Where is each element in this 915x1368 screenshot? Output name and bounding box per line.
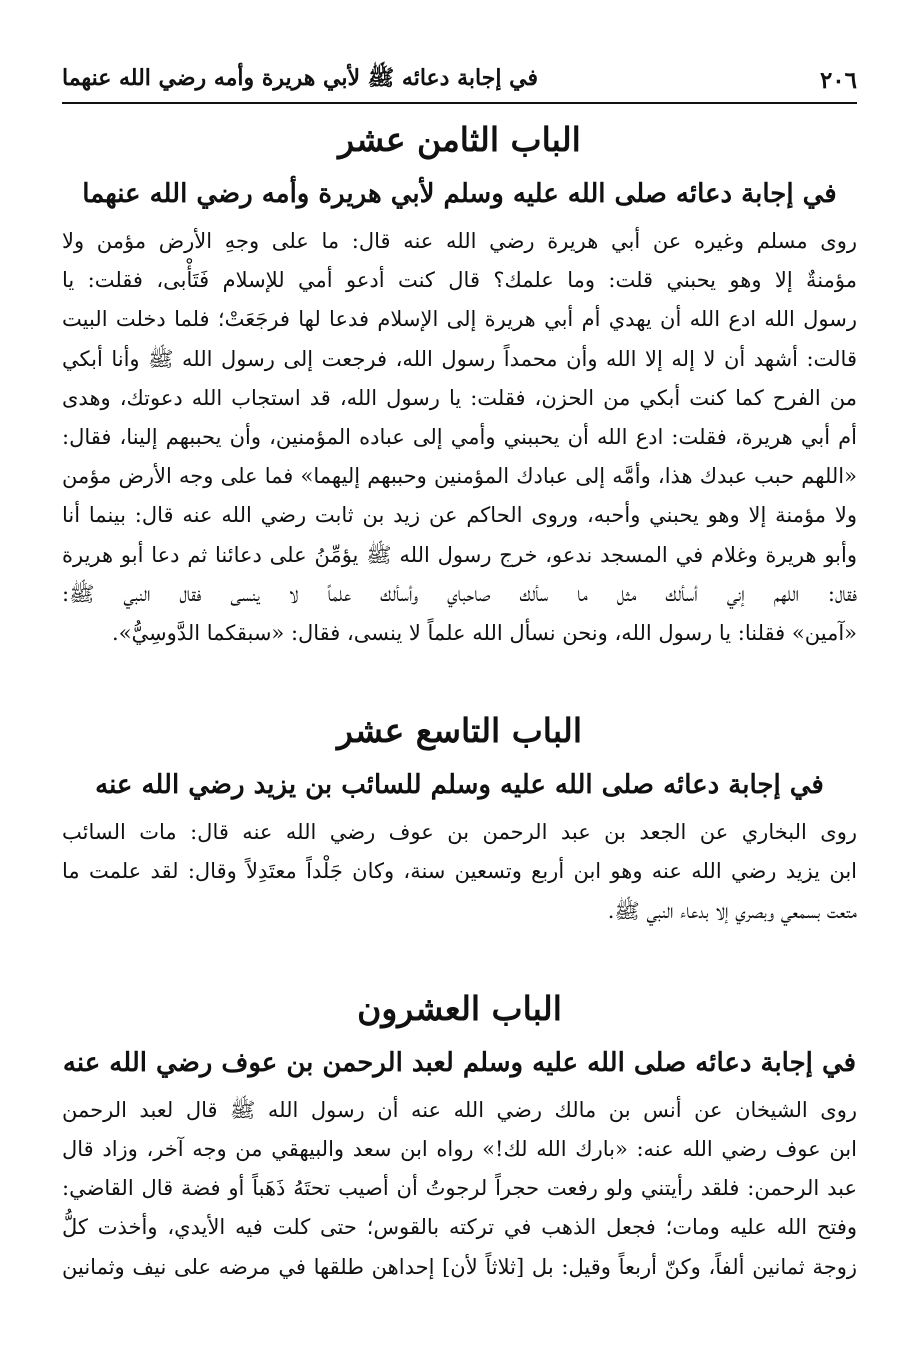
text-line: «اللهم حبب عبدك هذا، وأمَّه إلى عبادك المؤمنين وحببهم إليهما» فما على وجه الأرض مؤمن: [62, 464, 857, 489]
chapter-body: [62, 222, 857, 653]
text-line: قالت: أشهد أن لا إله إلا الله وأن محمداً رسول الله، فرجعت إلى رسول الله ﷺ وأنا أبكي: [62, 346, 857, 371]
section-gap: [62, 653, 857, 703]
text-line: وأبو هريرة وغلام في المسجد ندعو، خرج رسول الله ﷺ يؤمِّنُ على دعائنا ثم دعا أبو هريرة: [62, 542, 857, 567]
text-line: زوجة ثمانين ألفاً، وكنّ أربعاً وقيل: بل [ثلاثاً لأن] إحداهن طلقها في مرضه على نيف وثمانين: [62, 1254, 857, 1279]
running-header: [62, 58, 857, 104]
page-content: [62, 112, 857, 1287]
running-title: في إجابة دعائه ﷺ لأبي هريرة وأمه رضي الله عنهما: [62, 65, 538, 91]
text-line: رسول الله ادع الله أن يهدي أم أبي هريرة إلى الإسلام فدعا لها فرجَعَتْ؛ فلما دخلت البيت: [62, 307, 857, 332]
text-line: مؤمنةٌ إلا وهو يحبني قلت: وما علمك؟ قال كنت أدعو أمي للإسلام فَتَأْبى، فقلت: يا: [62, 268, 857, 293]
page-number: ٢٠٦: [819, 66, 857, 94]
text-line: روى مسلم وغيره عن أبي هريرة رضي الله عنه قال: ما على وجهِ الأرض مؤمن ولا: [62, 229, 857, 253]
text-line: روى الشيخان عن أنس بن مالك رضي الله عنه أن رسول الله ﷺ قال لعبد الرحمن: [62, 1097, 857, 1122]
chapter-subtitle: في إجابة دعائه صلى الله عليه وسلم لأبي هريرة وأمه رضي الله عنهما: [82, 179, 837, 209]
text-line: ابن يزيد رضي الله عنه وهو ابن أربع وتسعين سنة، وكان جَلْداً معتَدِلاً وقال: لقد علمت ما: [62, 859, 857, 884]
chapter-section: [62, 116, 857, 653]
chapter-subtitle: في إجابة دعائه صلى الله عليه وسلم للسائب بن يزيد رضي الله عنه: [95, 770, 824, 801]
text-line: متعت بسمعي وبصري إلا بدعاء النبي ﷺ.: [607, 898, 857, 923]
text-line: أم أبي هريرة، فقلت: ادع الله أن يحببني وأمي إلى عباده المؤمنين، وأن يحببهم إلينا، فقال:: [62, 425, 857, 450]
chapter-subtitle: في إجابة دعائه صلى الله عليه وسلم لعبد الرحمن بن عوف رضي الله عنه: [62, 1047, 857, 1078]
text-line: روى البخاري عن الجعد بن عبد الرحمن بن عوف رضي الله عنه قال: مات السائب: [62, 820, 857, 845]
chapter-section: [62, 985, 857, 1287]
text-line: «آمين» فقلنا: يا رسول الله، ونحن نسأل الله علماً لا ينسى، فقال: «سبقكما الدَّوسِيُّ».: [112, 621, 857, 646]
chapter-title: الباب التاسع عشر: [336, 711, 583, 751]
chapter-body: [62, 813, 857, 931]
chapter-title: الباب العشرون: [357, 988, 562, 1028]
text-line: ابن عوف رضي الله عنه: «بارك الله لك!» رواه ابن سعد والبيهقي من وجه آخر، وزاد قال: [62, 1137, 857, 1162]
chapter-body: [62, 1091, 857, 1287]
chapter-section: [62, 707, 857, 931]
text-line: وفتح الله عليه ومات؛ فجعل الذهب في تركته بالقوس؛ حتى كلت فيه الأيدي، وأخذت كلُّ: [62, 1215, 857, 1240]
text-line: عبد الرحمن: فلقد رأيتني ولو رفعت حجراً لرجوتُ أن أصيب تحتَهُ ذَهَباً أو فضة قال القاضي:: [62, 1176, 857, 1201]
text-line: من الفرح كما كنت أبكي من الحزن، فقلت: يا رسول الله، قد استجاب الله دعوتك، وهدى: [62, 385, 857, 410]
text-line: فقال: اللهم إني أسألك مثل ما سألك صاحباي وأسألك علماً لا ينسى فقال النبي ﷺ:: [62, 581, 857, 606]
text-line: ولا مؤمنة إلا وهو يحبني وأحبه، وروى الحاكم عن زيد بن ثابت رضي الله عنه قال: بينما أنا: [62, 503, 857, 528]
section-gap: [62, 931, 857, 981]
chapter-title: الباب الثامن عشر: [338, 120, 581, 159]
